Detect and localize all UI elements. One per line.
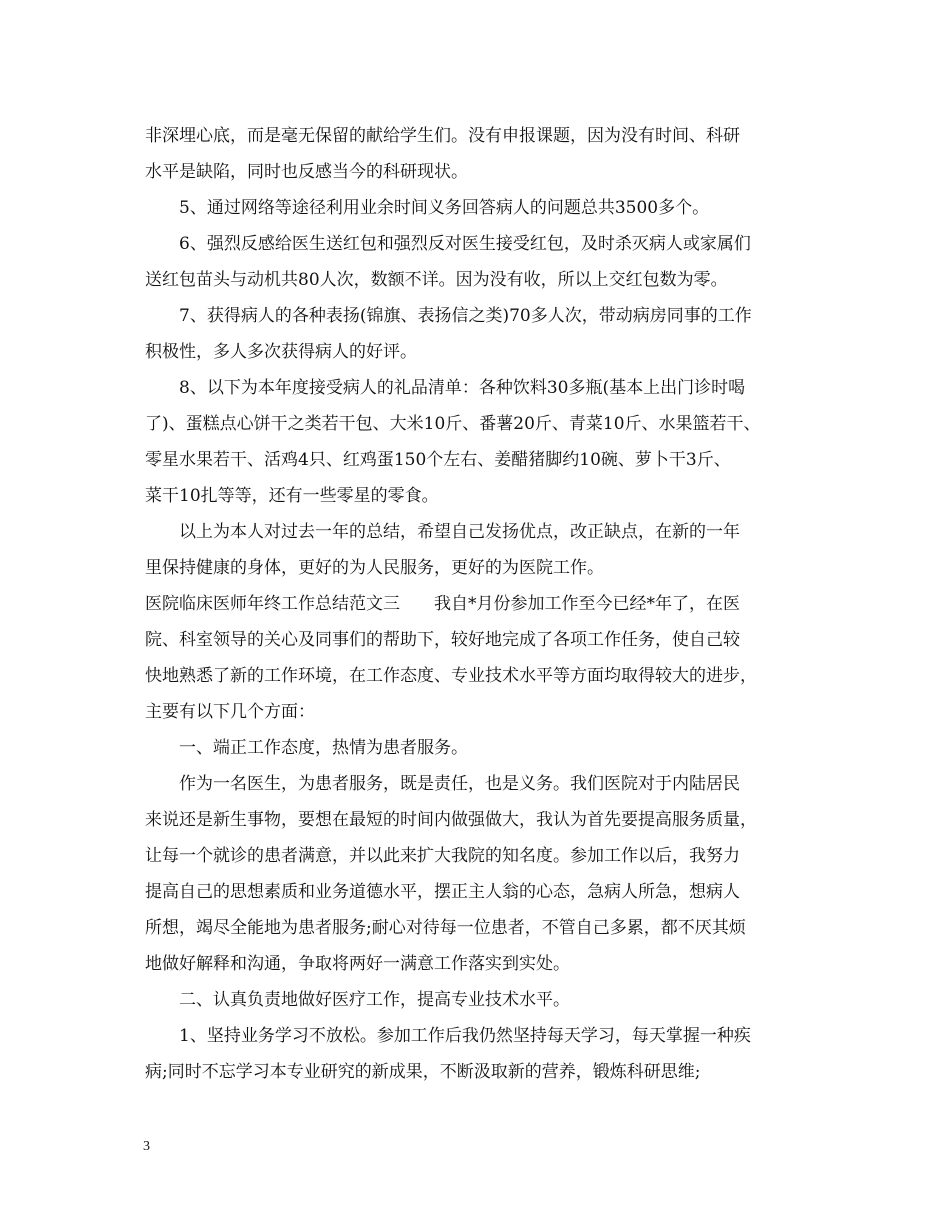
text-line-21: 让每一个就诊的患者满意，并以此来扩大我院的知名度。参加工作以后，我努力 [145,846,740,866]
text-line-26: 1、坚持业务学习不放松。参加工作后我仍然坚持每天学习，每天掌握一种疾 [179,1026,751,1046]
document-body [145,118,825,1090]
text-line-5: 送红包苗头与动机共80人次，数额不详。因为没有收，所以上交红包数为零。 [145,270,728,290]
text-line-27: 病;同时不忘学习本专业研究的新成果，不断汲取新的营养，锻炼科研思维; [145,1062,701,1082]
text-line-18: 一、端正工作态度，热情为患者服务。 [179,738,468,758]
text-line-1: 非深埋心底，而是毫无保留的献给学生们。没有申报课题，因为没有时间、科研 [145,126,740,146]
text-line-14: 医院临床医师年终工作总结范文三 我自*月份参加工作至今已经*年了，在医 [145,594,740,614]
text-line-9: 了)、蛋糕点心饼干之类若干包、大米10斤、番薯20斤、青菜10斤、水果篮若干、 [145,414,761,434]
text-line-17: 主要有以下几个方面： [145,702,315,722]
page-number: 3 [143,1139,150,1154]
text-line-2: 水平是缺陷，同时也反感当今的科研现状。 [145,162,468,182]
text-line-20: 来说还是新生事物，要想在最短的时间内做强做大，我认为首先要提高服务质量， [145,810,757,830]
text-line-10: 零星水果若干、活鸡4只、红鸡蛋150个左右、姜醋猪脚约10碗、萝卜干3斤、 [145,450,731,470]
text-line-25: 二、认真负责地做好医疗工作，提高专业技术水平。 [179,990,570,1010]
text-line-19: 作为一名医生，为患者服务，既是责任，也是义务。我们医院对于内陆居民 [179,774,740,794]
text-line-4: 6、强烈反感给医生送红包和强烈反对医生接受红包，及时杀灭病人或家属们 [179,234,751,254]
text-line-12: 以上为本人对过去一年的总结，希望自己发扬优点，改正缺点，在新的一年 [179,522,740,542]
text-line-3: 5、通过网络等途径利用业余时间义务回答病人的问题总共3500多个。 [179,198,710,218]
text-line-16: 快地熟悉了新的工作环境，在工作态度、专业技术水平等方面均取得较大的进步， [145,666,757,686]
text-line-8: 8、以下为本年度接受病人的礼品清单：各种饮料30多瓶(基本上出门诊时喝 [179,378,746,398]
text-line-7: 积极性，多人多次获得病人的好评。 [145,342,417,362]
text-line-15: 院、科室领导的关心及同事们的帮助下，较好地完成了各项工作任务，使自己较 [145,630,740,650]
text-line-22: 提高自己的思想素质和业务道德水平，摆正主人翁的心态，急病人所急，想病人 [145,882,740,902]
text-line-24: 地做好解释和沟通，争取将两好一满意工作落实到实处。 [145,954,570,974]
text-line-11: 菜干10扎等等，还有一些零星的零食。 [145,486,439,506]
text-line-13: 里保持健康的身体，更好的为人民服务，更好的为医院工作。 [145,558,604,578]
text-line-23: 所想，竭尽全能地为患者服务;耐心对待每一位患者，不管自己多累，都不厌其烦 [145,918,746,938]
text-line-6: 7、获得病人的各种表扬(锦旗、表扬信之类)70多人次，带动病房同事的工作 [179,306,752,326]
